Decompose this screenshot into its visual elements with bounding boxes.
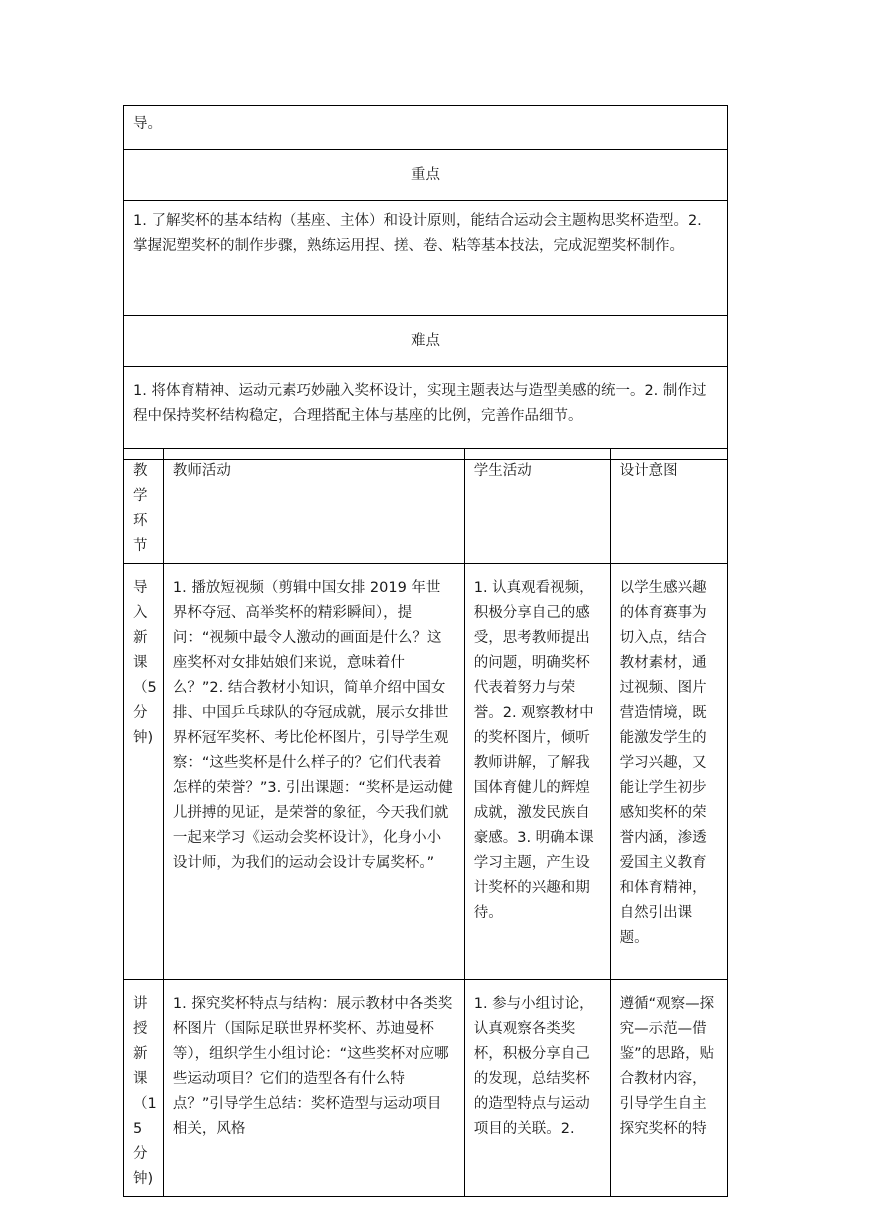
- student-activity-cell: 1. 认真观看视频，积极分享自己的感受，思考教师提出的问题，明确奖杯代表着努力与荣誉。2. 观察教材中的奖杯图片，倾听教师讲解，了解我国体育健儿的辉煌成就，激发民族自豪感。3. 明确本课学习主题，产生设计奖杯的兴趣和期待。: [464, 564, 610, 980]
- table-header-row: [124, 449, 728, 564]
- teacher-activity-cell: 1. 播放短视频（剪辑中国女排 2019 年世界杯夺冠、高举奖杯的精彩瞬间），提问：“视频中最令人激动的画面是什么？这座奖杯对女排姑娘们来说，意味着什么？”2. 结合教材小知识，简单介绍中国女排、中国乒乓球队的夺冠成就，展示女排世界杯冠军奖杯、考比伦杯图片，引导学生观察：“这些奖杯是什么样子的？它们代表着怎样的荣誉？”3. 引出课题：“奖杯是运动健儿拼搏的见证，是荣誉的象征，今天我们就一起来学习《运动会奖杯设计》，化身小小设计师，为我们的运动会设计专属奖杯。”: [163, 564, 464, 980]
- header-stage: 教学环节: [124, 449, 164, 564]
- teacher-activity-cell: 1. 探究奖杯特点与结构：展示教材中各类奖杯图片（国际足联世界杯奖杯、苏迪曼杯等），组织学生小组讨论：“这些奖杯对应哪些运动项目？它们的造型各有什么特点？”引导学生总结：奖杯造型与运动项目相关，风格: [163, 980, 464, 1197]
- header-design-intent: 设计意图: [610, 449, 727, 564]
- stage-cell: 导入新课（5分钟): [124, 564, 164, 980]
- header-teacher-activity: 教师活动: [163, 449, 464, 564]
- teaching-process-table: [123, 448, 728, 1197]
- student-activity-cell: 1. 参与小组讨论，认真观察各类奖杯，积极分享自己的发现，总结奖杯的造型特点与运动项目的关联。2.: [464, 980, 610, 1197]
- key-points-text: 1. 了解奖杯的基本结构（基座、主体）和设计原则，能结合运动会主题构思奖杯造型。2. 掌握泥塑奖杯的制作步骤，熟练运用捏、搓、卷、粘等基本技法，完成泥塑奖杯制作。: [124, 201, 728, 316]
- design-intent-cell: 遵循“观察—探究—示范—借鉴”的思路，贴合教材内容，引导学生自主探究奖杯的特: [610, 980, 727, 1197]
- continuation-text: 导。: [124, 106, 728, 150]
- header-student-activity: 学生活动: [464, 449, 610, 564]
- difficulties-text: 1. 将体育精神、运动元素巧妙融入奖杯设计，实现主题表达与造型美感的统一。2. 制作过程中保持奖杯结构稳定，合理搭配主体与基座的比例，完善作品细节。: [124, 367, 728, 460]
- stage-cell: 讲授新课（15分钟): [124, 980, 164, 1197]
- table-row: [124, 980, 728, 1197]
- table-row: [124, 564, 728, 980]
- key-points-heading: 重点: [124, 150, 728, 201]
- difficulties-heading: 难点: [124, 316, 728, 367]
- design-intent-cell: 以学生感兴趣的体育赛事为切入点，结合教材素材，通过视频、图片营造情境，既能激发学生的学习兴趣，又能让学生初步感知奖杯的荣誉内涵，渗透爱国主义教育和体育精神，自然引出课题。: [610, 564, 727, 980]
- objectives-table: [123, 105, 728, 460]
